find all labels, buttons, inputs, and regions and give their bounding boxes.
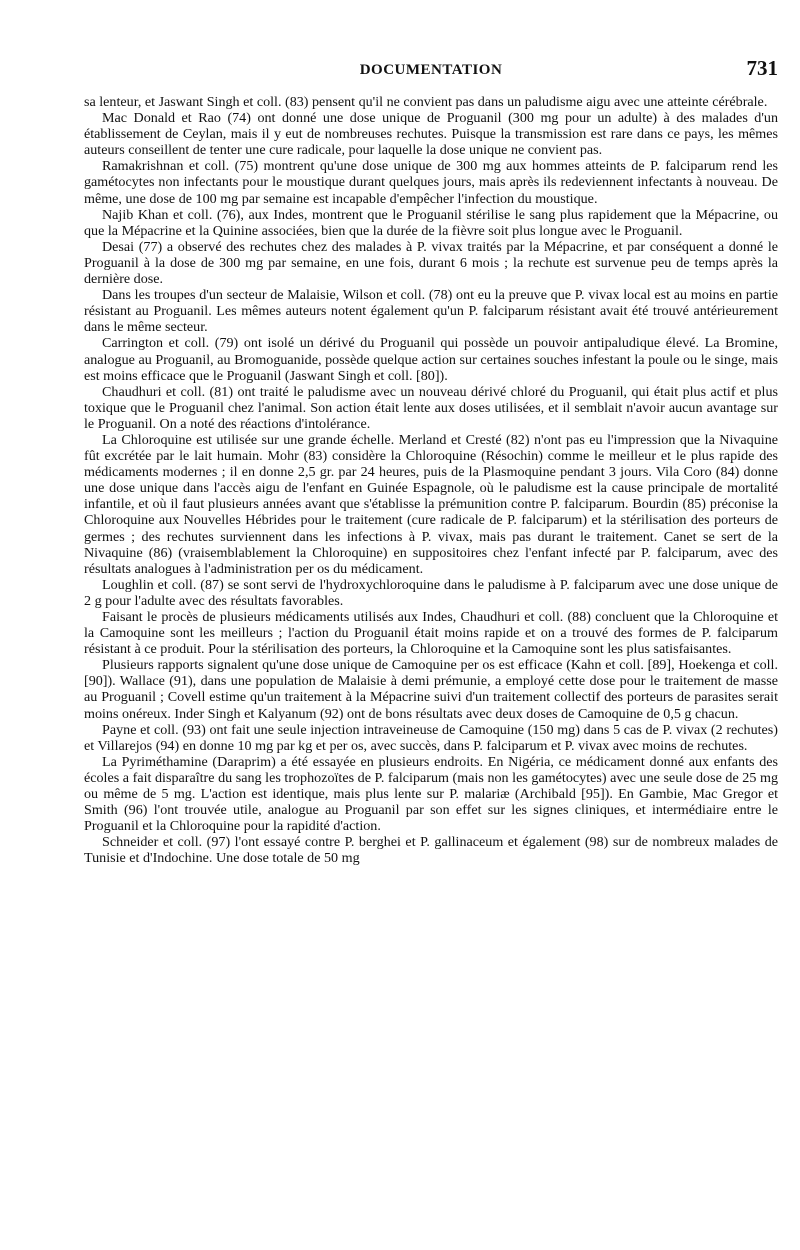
paragraph: Ramakrishnan et coll. (75) montrent qu'une dose unique de 300 mg aux hommes atteints de P. falciparum rend les gamétocytes non infectants pour le moustique durant quelques jours, mais après ils redeviennent infectants à nouveau. De même, une dose de 100 mg par semaine est incapable d'empêcher l'infection du moustique. xyxy=(84,158,778,207)
paragraph: Mac Donald et Rao (74) ont donné une dose unique de Proguanil (300 mg pour un adulte) à des malades d'un établissement de Ceylan, mais il y eut de nombreuses rechutes. Puisque la transmission est rare dans ce pays, les mêmes auteurs conseillent de tenter une cure radicale, pour laquelle la dose unique ne convient pas. xyxy=(84,110,778,159)
paragraph: Chaudhuri et coll. (81) ont traité le paludisme avec un nouveau dérivé chloré du Proguanil, qui était plus actif et plus toxique que le Proguanil chez l'animal. Son action était lente aux doses utilisées, et il semblait n'avoir aucun avantage sur le Proguanil. On a noté des réactions d'intolérance. xyxy=(84,383,778,432)
paragraph: La Pyriméthamine (Daraprim) a été essayée en plusieurs endroits. En Nigéria, ce médicament donné aux enfants des écoles a fait disparaître du sang les trophozoïtes de P. falciparum (mais non les gamétocytes) avec une seule dose de 25 mg ou même de 5 mg. L'action est identique, mais plus lente sur P. malariæ (Archibald [95]). En Gambie, Mac Gregor et Smith (96) l'ont trouvée utile, analogue au Proguanil par son effet sur les signes cliniques, et intermédiaire entre le Proguanil et la Chloroquine pour la rapidité d'action. xyxy=(84,753,778,835)
paragraph: Plusieurs rapports signalent qu'une dose unique de Camoquine per os est efficace (Kahn et coll. [89], Hoekenga et coll. [90]). Wallace (91), dans une population de Malaisie à demi prémunie, a employé cette dose pour le traitement de masse au Proguanil ; Covell estime qu'un traitement à la Mépacrine suivi d'un traitement collectif des porteurs de parasites serait moins onéreux. Inder Singh et Kalyanum (92) ont de bons résultats avec deux doses de Camoquine de 0,5 g chacun. xyxy=(84,657,778,722)
paragraph: La Chloroquine est utilisée sur une grande échelle. Merland et Cresté (82) n'ont pas eu l'impression que la Nivaquine fût excrétée par le lait humain. Mohr (83) considère la Chloroquine (Résochin) comme le meilleur et le plus rapide des médicaments modernes ; il en donne 2,5 gr. par 24 heures, puis de la Plasmoquine pendant 3 jours. Vila Coro (84) donne une dose unique dans l'accès aigu de l'enfant en Guinée Espagnole, où le paludisme est la cause principale de mortalité infantile, et où il faut plusieurs années avant que s'établisse la prémunition contre P. falciparum. Bourdin (85) préconise la Chloroquine aux Nouvelles Hébrides pour le traitement (cure radicale de P. falciparum) et la stérilisation des porteurs de germes ; des rechutes surviennent dans les infections à P. vivax, mais pas durant le traitement. Canet se sert de la Nivaquine (86) (vraisemblablement la Chloroquine) en suppositoires chez l'enfant infecté par P. falciparum, avec des résultats analogues à l'administration per os du médicament. xyxy=(84,431,778,577)
paragraph: Carrington et coll. (79) ont isolé un dérivé du Proguanil qui possède un pouvoir antipaludique élevé. La Bromine, analogue au Proguanil, au Bromoguanide, possède quelque action sur certaines souches infestant la poule ou le singe, mais est moins efficace que le Proguanil (Jaswant Singh et coll. [80]). xyxy=(84,335,778,384)
paragraph: Dans les troupes d'un secteur de Malaisie, Wilson et coll. (78) ont eu la preuve que P. vivax local est au moins en partie résistant au Proguanil. Les mêmes auteurs notent également qu'un P. falciparum résistant avait été trouvé antérieurement dans le même secteur. xyxy=(84,287,778,336)
paragraph: Payne et coll. (93) ont fait une seule injection intraveineuse de Camoquine (150 mg) dans 5 cas de P. vivax (2 rechutes) et Villarejos (94) en donne 10 mg par kg et per os, avec succès, dans P. falciparum et P. vivax avec moins de rechutes. xyxy=(84,721,778,754)
body-text xyxy=(84,94,778,867)
paragraph: Najib Khan et coll. (76), aux Indes, montrent que le Proguanil stérilise le sang plus rapidement que la Mépacrine, ou que la Mépacrine et la Quinine associées, bien que la durée de la fièvre soit plus longue avec le Proguanil. xyxy=(84,206,778,239)
page-header xyxy=(84,56,778,88)
paragraph: Desai (77) a observé des rechutes chez des malades à P. vivax traités par la Mépacrine, et par conséquent a donné le Proguanil à la dose de 300 mg par semaine, en une fois, durant 6 mois ; la rechute est survenue peu de temps après la dernière dose. xyxy=(84,238,778,288)
paragraph: sa lenteur, et Jaswant Singh et coll. (83) pensent qu'il ne convient pas dans un paludisme aigu avec une atteinte cérébrale. xyxy=(84,94,768,110)
paragraph: Loughlin et coll. (87) se sont servi de l'hydroxychloroquine dans le paludisme à P. falciparum avec une dose unique de 2 g pour l'adulte avec des résultats favorables. xyxy=(84,576,778,609)
page-number: 731 xyxy=(746,56,778,80)
paragraph: Faisant le procès de plusieurs médicaments utilisés aux Indes, Chaudhuri et coll. (88) concluent que la Chloroquine et la Camoquine sont les meilleurs ; l'action du Proguanil était moins rapide et on a trouvé des formes de P. falciparum résistant à ce produit. Pour la stérilisation des porteurs, la Chloroquine et la Camoquine sont les plus satisfaisantes. xyxy=(84,609,778,658)
paragraph: Schneider et coll. (97) l'ont essayé contre P. berghei et P. gallinaceum et également (98) sur de nombreux malades de Tunisie et d'Indochine. Une dose totale de 50 mg xyxy=(84,834,778,867)
running-title: DOCUMENTATION xyxy=(359,62,503,78)
